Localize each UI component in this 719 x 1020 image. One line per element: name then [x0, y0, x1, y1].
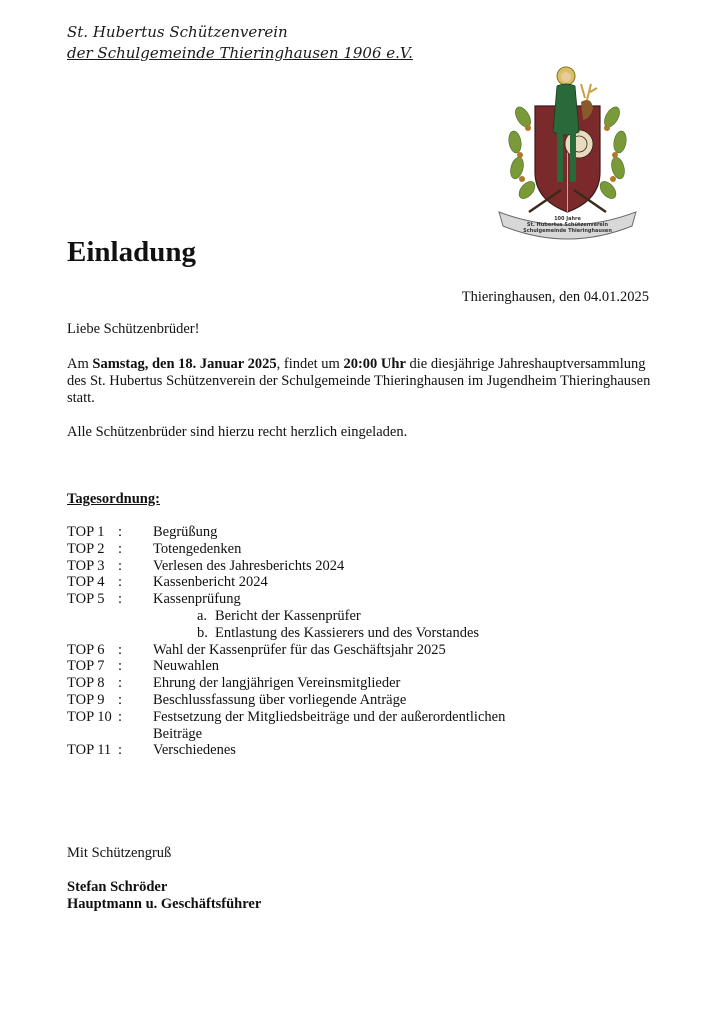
subitem-text: Bericht der Kassenprüfer	[215, 607, 361, 624]
greeting: Liebe Schützenbrüder!	[67, 321, 200, 337]
banner-text-2: St. Hubertus Schützenverein	[526, 222, 609, 228]
agenda-text: Begrüßung	[153, 524, 218, 540]
para-text-1: Am	[67, 356, 93, 372]
agenda-number: TOP 3	[67, 557, 105, 574]
agenda-colon: :	[118, 675, 123, 692]
agenda-subitem	[67, 625, 667, 642]
club-header	[67, 22, 413, 64]
agenda-item	[67, 709, 667, 743]
subitem-letter: b.	[197, 624, 208, 641]
agenda-number: TOP 10	[67, 708, 112, 725]
agenda-colon: :	[118, 540, 123, 557]
agenda-text: Beschlussfassung über vorliegende Anträge	[153, 691, 407, 708]
agenda-colon: :	[118, 591, 123, 608]
agenda-item	[67, 675, 667, 692]
agenda-colon: :	[118, 524, 123, 540]
agenda-item	[67, 558, 667, 575]
subitem-letter: a.	[197, 607, 208, 624]
agenda-number: TOP 7	[67, 658, 105, 675]
agenda-item	[67, 541, 667, 558]
signer-role: Hauptmann u. Geschäftsführer	[67, 895, 262, 912]
meeting-time: 20:00 Uhr	[343, 356, 406, 372]
banner-text-3: Schulgemeinde Thieringhausen	[523, 228, 612, 234]
agenda-colon: :	[118, 742, 123, 759]
agenda-text: Totengedenken	[153, 540, 242, 557]
agenda-text: Wahl der Kassenprüfer für das Geschäftsjahr 2025	[153, 641, 446, 658]
agenda-title: Tagesordnung:	[67, 491, 160, 507]
agenda-list	[67, 524, 667, 759]
agenda-item	[67, 692, 667, 709]
para-text-2: , findet um	[276, 356, 344, 372]
banner-text-1: 100 Jahre	[554, 216, 581, 222]
agenda-item	[67, 591, 667, 608]
agenda-number: TOP 5	[67, 591, 105, 608]
agenda-colon: :	[118, 641, 123, 658]
agenda-subitem	[67, 608, 667, 625]
agenda-number: TOP 4	[67, 574, 105, 591]
agenda-colon: :	[118, 574, 123, 591]
club-crest-logo	[495, 62, 640, 240]
welcome-paragraph: Alle Schützenbrüder sind hierzu recht herzlich eingeladen.	[67, 424, 408, 440]
club-name-line2: der Schulgemeinde Thieringhausen 1906 e.V.	[67, 44, 413, 62]
agenda-number: TOP 1	[67, 524, 105, 540]
closing-salutation: Mit Schützengruß	[67, 845, 172, 861]
agenda-item	[67, 574, 667, 591]
agenda-text: Neuwahlen	[153, 658, 220, 675]
agenda-text: Ehrung der langjährigen Vereinsmitglieder	[153, 675, 401, 692]
agenda-text: Festsetzung der Mitgliedsbeiträge und der außerordentlichen Beiträge	[153, 708, 506, 742]
agenda-item	[67, 658, 667, 675]
agenda-text: Verschiedenes	[153, 742, 236, 759]
invitation-paragraph	[67, 356, 667, 406]
agenda-number: TOP 2	[67, 540, 105, 557]
club-name-line1: St. Hubertus Schützenverein	[67, 23, 288, 41]
agenda-text: Verlesen des Jahresberichts 2024	[153, 557, 345, 574]
agenda-item	[67, 742, 667, 759]
para-text-3: die diesjährige Jahreshauptversammlung des St. Hubertus Schützenverein der Schulgemeinde Thieringhausen im Jugendheim Thieringhausen statt.	[67, 356, 651, 406]
agenda-colon: :	[118, 691, 123, 708]
letter-date: Thieringhausen, den 04.01.2025	[461, 289, 649, 305]
agenda-text: Kassenprüfung	[153, 591, 241, 608]
agenda-number: TOP 11	[67, 742, 112, 759]
meeting-date: Samstag, den 18. Januar 2025	[92, 356, 277, 372]
agenda-colon: :	[118, 557, 123, 574]
agenda-number: TOP 8	[67, 675, 105, 692]
signature-block	[67, 879, 261, 913]
agenda-colon: :	[118, 658, 123, 675]
signer-name: Stefan Schröder	[67, 879, 168, 895]
agenda-colon: :	[118, 708, 123, 725]
agenda-number: TOP 6	[67, 641, 105, 658]
agenda-item	[67, 524, 667, 541]
agenda-text: Kassenbericht 2024	[153, 574, 268, 591]
agenda-item	[67, 642, 667, 659]
subitem-text: Entlastung des Kassierers und des Vorstandes	[215, 624, 480, 641]
page-title: Einladung	[67, 236, 196, 268]
agenda-number: TOP 9	[67, 691, 105, 708]
